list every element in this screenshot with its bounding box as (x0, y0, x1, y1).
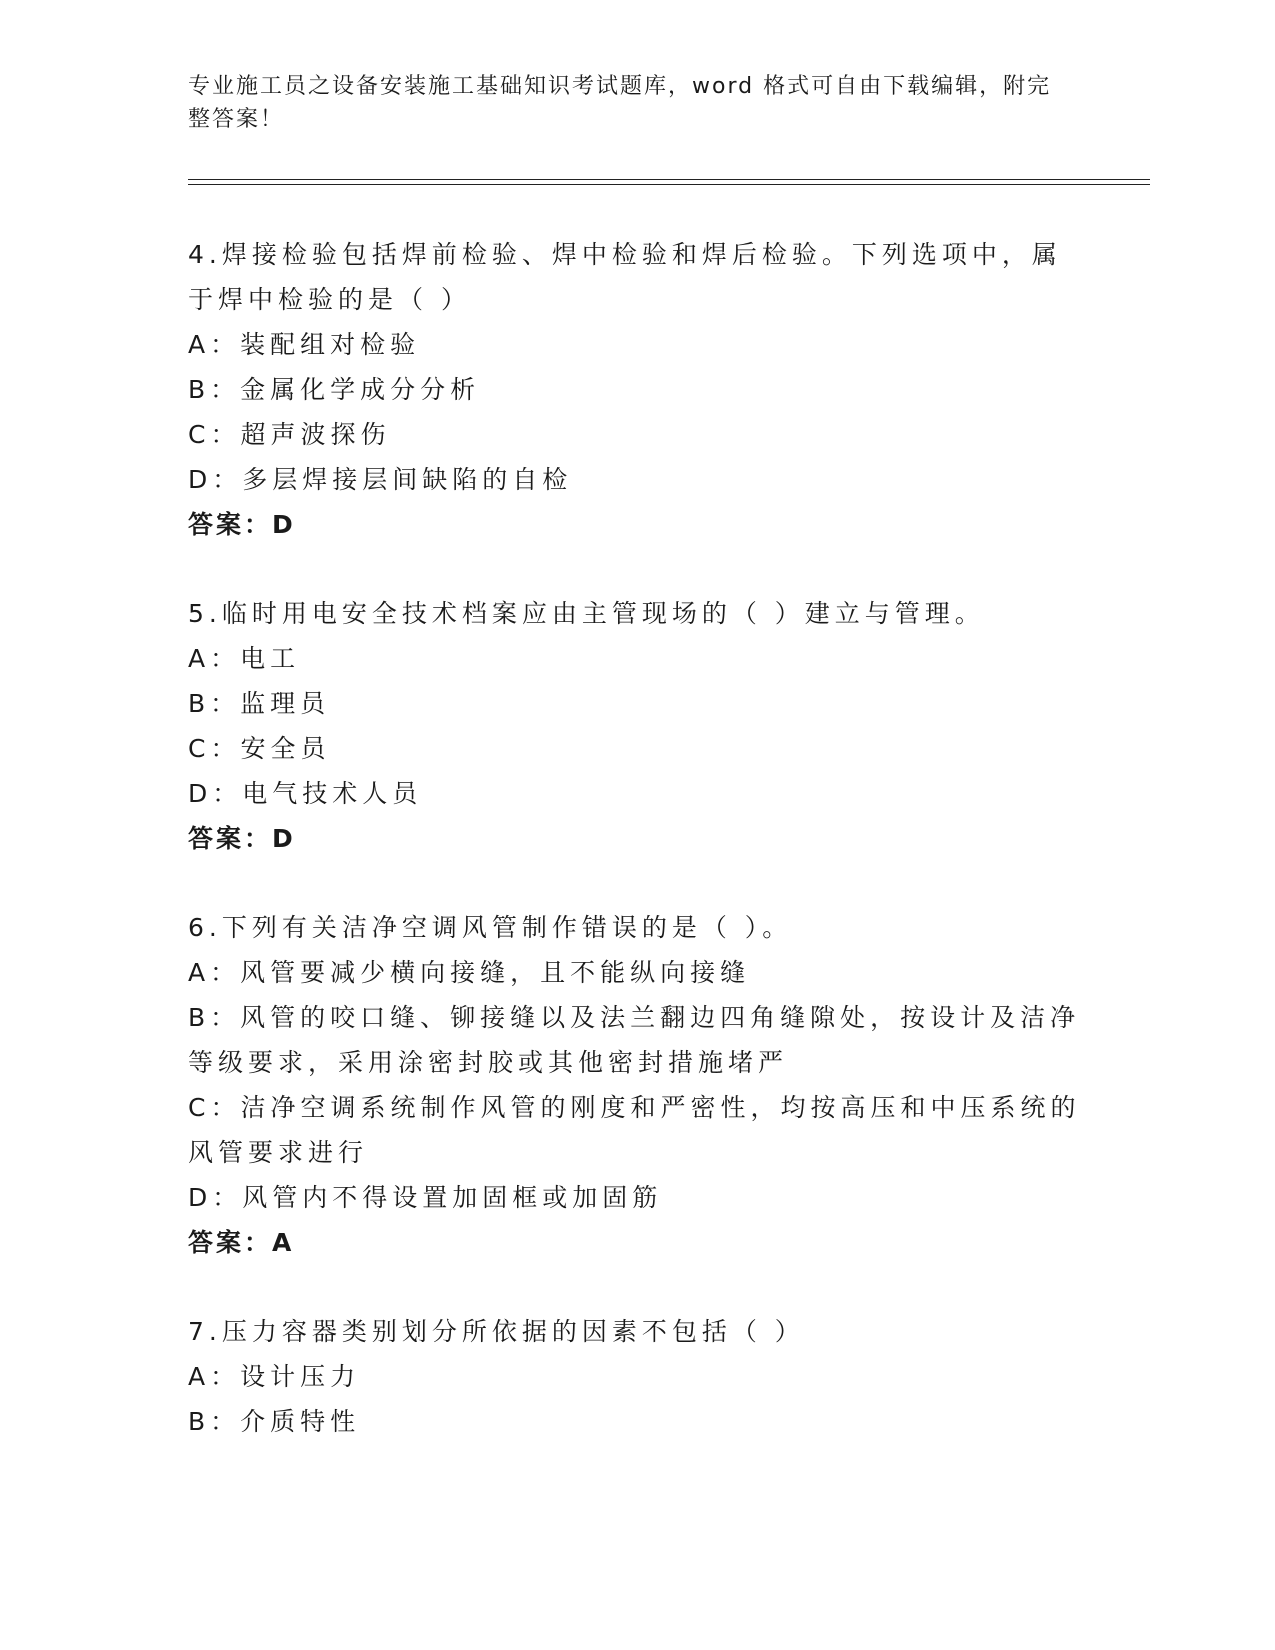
question-7 (188, 1309, 1088, 1444)
question-list (188, 232, 1088, 1488)
document-title: 专业施工员之设备安装施工基础知识考试题库，word 格式可自由下载编辑，附完整答案！ (188, 74, 1052, 132)
option-b: B：介质特性 (188, 1407, 361, 1436)
answer: 答案：D (188, 824, 296, 853)
option-a: A：设计压力 (188, 1362, 361, 1391)
option-d: D：风管内不得设置加固框或加固筋 (188, 1183, 663, 1212)
option-b: B：风管的咬口缝、铆接缝以及法兰翻边四角缝隙处，按设计及洁净等级要求，采用涂密封胶或其他密封措施堵严 (188, 1003, 1081, 1077)
option-d: D：多层焊接层间缺陷的自检 (188, 465, 573, 494)
option-a: A：装配组对检验 (188, 330, 421, 359)
answer: 答案：D (188, 510, 296, 539)
option-a: A：电工 (188, 644, 301, 673)
question-6 (188, 905, 1088, 1265)
question-4 (188, 232, 1088, 547)
option-c: C：超声波探伤 (188, 420, 391, 449)
question-stem: 7.压力容器类别划分所依据的因素不包括（ ） (188, 1317, 805, 1346)
question-5 (188, 591, 1088, 861)
document-header (188, 70, 1088, 136)
option-c: C：洁净空调系统制作风管的刚度和严密性，均按高压和中压系统的风管要求进行 (188, 1093, 1081, 1167)
question-stem: 6.下列有关洁净空调风管制作错误的是（ ）。 (188, 913, 793, 942)
answer: 答案：A (188, 1228, 295, 1257)
option-d: D：电气技术人员 (188, 779, 423, 808)
option-a: A：风管要减少横向接缝，且不能纵向接缝 (188, 958, 751, 987)
option-c: C：安全员 (188, 734, 331, 763)
question-stem: 5.临时用电安全技术档案应由主管现场的（ ）建立与管理。 (188, 599, 985, 628)
header-divider-bottom (188, 184, 1150, 185)
option-b: B：监理员 (188, 689, 331, 718)
header-divider-top (188, 179, 1150, 180)
option-b: B：金属化学成分分析 (188, 375, 481, 404)
question-stem: 4.焊接检验包括焊前检验、焊中检验和焊后检验。下列选项中，属于焊中检验的是（ ） (188, 240, 1062, 314)
